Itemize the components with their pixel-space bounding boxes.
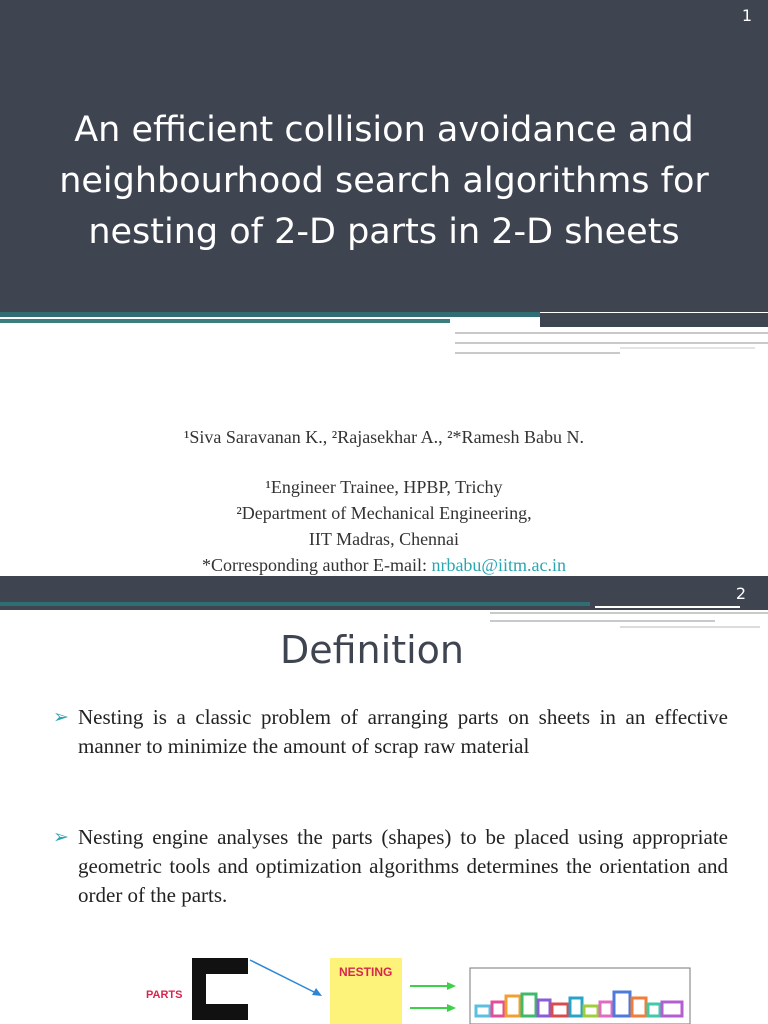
arrow-bullet-icon: ➢ xyxy=(53,827,69,848)
stripe-line xyxy=(490,612,768,614)
slide-title: Definition xyxy=(279,628,464,672)
band-step xyxy=(540,313,768,327)
arrowhead-icon xyxy=(447,982,456,990)
bullet-text: Nesting engine analyses the parts (shapes) to be placed using appropriate geometric tools and optimization algorithms determines the orientation and order of the parts. xyxy=(78,825,728,907)
stripe-line xyxy=(595,606,740,608)
arrow-bullet-icon: ➢ xyxy=(53,707,69,728)
bullet-item xyxy=(53,703,728,761)
authors-line: ¹Siva Saravanan K., ²Rajasekhar A., ²*Ramesh Babu N. xyxy=(183,427,585,447)
email-link[interactable]: nrbabu@iitm.ac.in xyxy=(431,555,566,575)
c-shaped-part xyxy=(192,958,248,1020)
stripe-line xyxy=(455,332,768,334)
teal-stripe-2 xyxy=(0,319,450,323)
parts-label: PARTS xyxy=(146,989,183,1001)
teal-stripe xyxy=(0,312,540,317)
teal-stripe xyxy=(0,602,590,606)
author-block xyxy=(0,424,768,576)
affiliation-line: IIT Madras, Chennai xyxy=(308,529,460,549)
arrow-icon xyxy=(250,960,318,994)
stripe-line xyxy=(455,352,620,354)
corresponding-author-line xyxy=(0,552,768,576)
stripe-line xyxy=(620,347,755,349)
corresponding-label: *Corresponding author E-mail: xyxy=(201,555,432,575)
stripe-line xyxy=(490,620,715,622)
affiliation-line: ²Department of Mechanical Engineering, xyxy=(236,503,532,523)
slide-title: An efficient collision avoidance and neighbourhood search algorithms for nesting of 2-D parts in 2-D sheets xyxy=(59,110,709,252)
arrowhead-icon xyxy=(447,1004,456,1012)
bullet-text: Nesting is a classic problem of arranging parts on sheets in an effective manner to minimize the amount of scrap raw material xyxy=(78,705,728,758)
page-number: 1 xyxy=(741,6,752,25)
bullet-item xyxy=(53,823,728,910)
nesting-diagram xyxy=(0,946,768,1024)
affiliation-line: ¹Engineer Trainee, HPBP, Trichy xyxy=(265,477,503,497)
nesting-label: NESTING xyxy=(339,965,393,979)
slide-2 xyxy=(0,576,768,1024)
stripe-line xyxy=(455,342,768,344)
page-number: 2 xyxy=(735,584,746,603)
